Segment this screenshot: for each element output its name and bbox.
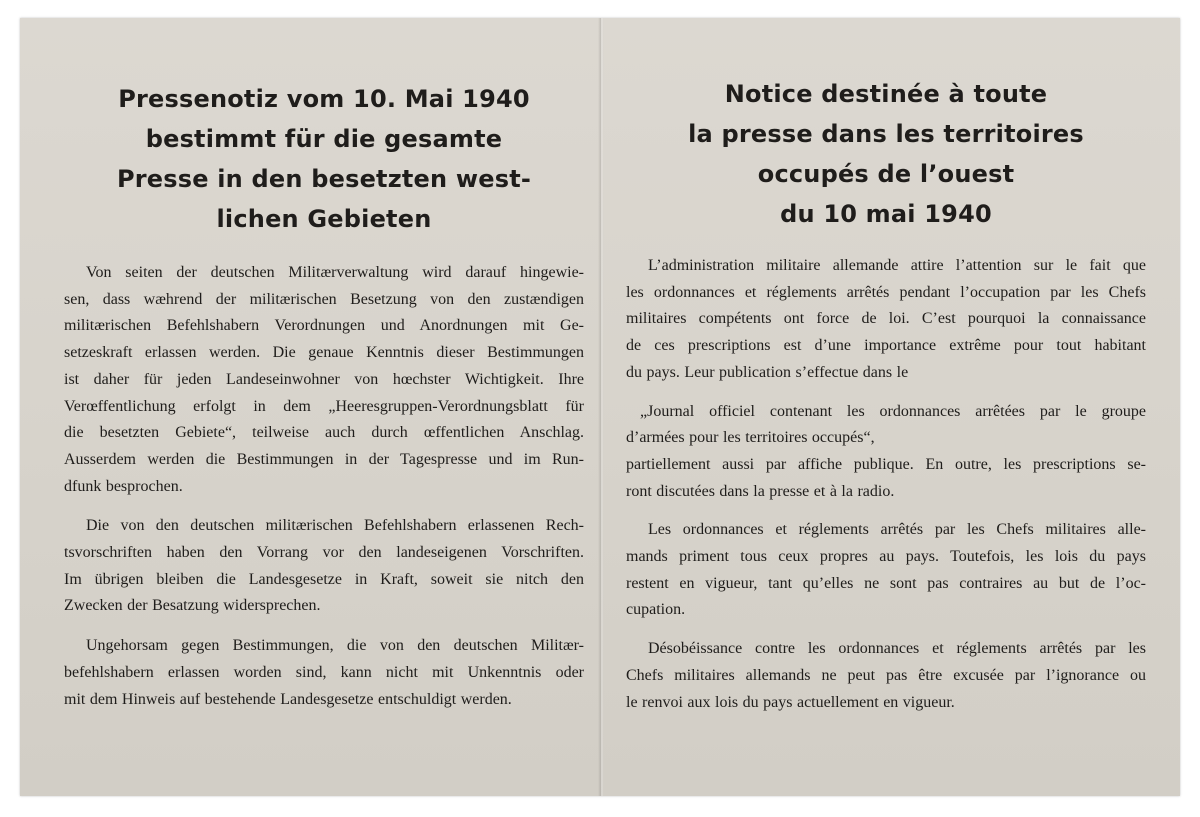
text-line: „Journal officiel contenant les ordonnances arrêtées par le groupe: [640, 402, 1146, 420]
german-paragraph-2: [64, 513, 584, 620]
text-line: Chefs militaires allemands ne peut pas être excusée par l’ignorance ou: [626, 666, 1146, 684]
french-paragraph-3: [626, 517, 1146, 624]
german-title-line: Pressenotiz vom 10. Mai 1940: [118, 85, 530, 113]
paper-fold-crease: [598, 18, 604, 796]
text-line: d’armées pour les territoires occupés“,: [626, 429, 875, 447]
text-line: Zwecken der Besatzung widersprechen.: [64, 597, 321, 615]
text-line: militaires compétents ont force de loi. C’est pourquoi la connaissance: [626, 310, 1146, 328]
text-line: L’administration militaire allemande attire l’attention sur le fait que: [648, 257, 1146, 274]
text-line: Ungehorsam gegen Bestimmungen, die von den deutschen Militær-: [86, 637, 584, 655]
text-line: cupation.: [626, 601, 686, 619]
french-title-line: occupés de l’ouest: [757, 160, 1015, 188]
text-line: tsvorschriften haben den Vorrang vor den landeseigenen Vorschriften.: [64, 544, 584, 562]
french-body: [626, 253, 1146, 716]
text-line: sen, dass wæhrend der militærischen Besetzung von den zustændigen: [64, 290, 584, 308]
text-line: Les ordonnances et réglements arrêtés par les Chefs militaires alle-: [648, 521, 1146, 539]
text-line: du pays. Leur publication s’effectue dans le: [626, 363, 909, 381]
german-title: [64, 79, 584, 239]
french-title-line: la presse dans les territoires: [688, 120, 1084, 148]
text-line: Im übrigen bleiben die Landesgesetze in Kraft, soweit sie nitch den: [64, 570, 584, 588]
text-line: setzeskraft erlassen werden. Die genaue Kenntnis dieser Bestimmungen: [64, 344, 584, 362]
french-title-line: Notice destinée à toute: [724, 80, 1048, 108]
text-line: le renvoi aux lois du pays actuellement en vigueur.: [626, 693, 955, 711]
text-line: militærischen Befehlshabern Verordnungen und Anordnungen mit Ge-: [64, 317, 584, 335]
french-paragraph-4: [626, 636, 1146, 716]
text-line: dfunk besprochen.: [64, 477, 183, 495]
text-line: de ces prescriptions est d’une importance extrême pour tout habitant: [626, 337, 1146, 355]
text-line: Verœffentlichung erfolgt in dem „Heeresgruppen-Verordnungsblatt für: [64, 397, 584, 415]
text-line: befehlshabern erlassen worden sind, kann nicht mit Unkenntnis oder: [64, 663, 584, 681]
german-title-line: bestimmt für die gesamte: [145, 125, 503, 153]
text-line: partiellement aussi par affiche publique. En outre, les prescriptions se-: [626, 455, 1146, 473]
french-paragraph-1: [626, 253, 1146, 387]
german-paragraph-3: [64, 633, 584, 713]
german-title-line: lichen Gebieten: [216, 205, 432, 233]
press-notice-sheet: [20, 18, 1180, 796]
french-title: [626, 74, 1146, 234]
text-line: ront discutées dans la presse et à la radio.: [626, 482, 895, 500]
text-line: Von seiten der deutschen Militærverwaltung wird darauf hingewie-: [86, 264, 584, 281]
german-paragraph-1: [64, 260, 584, 500]
german-title-line: Presse in den besetzten west-: [116, 165, 532, 193]
german-column: [64, 18, 584, 796]
text-line: restent en vigueur, tant qu’elles ne sont pas contraires au but de l’oc-: [626, 574, 1146, 592]
text-line: mands priment tous ceux propres au pays. Toutefois, les lois du pays: [626, 548, 1146, 566]
french-title-line: du 10 mai 1940: [780, 200, 992, 228]
german-body: [64, 260, 584, 713]
text-line: Désobéissance contre les ordonnances et réglements arrêtés par les: [648, 640, 1146, 658]
french-column: [626, 18, 1146, 796]
text-line: Die von den deutschen militærischen Befehlshabern erlassenen Rech-: [86, 517, 584, 535]
text-line: ist daher für jeden Landeseinwohner von hœchster Wichtigkeit. Ihre: [64, 370, 584, 388]
text-line: mit dem Hinweis auf bestehende Landesgesetze entschuldigt werden.: [64, 690, 512, 708]
text-line: die besetzten Gebiete“, teilweise auch durch œffentlichen Anschlag.: [64, 424, 584, 442]
text-line: les ordonnances et réglements arrêtés pendant l’occupation par les Chefs: [626, 283, 1146, 301]
french-paragraph-2: [626, 399, 1146, 506]
text-line: Ausserdem werden die Bestimmungen in der Tagespresse und im Run-: [64, 450, 584, 468]
